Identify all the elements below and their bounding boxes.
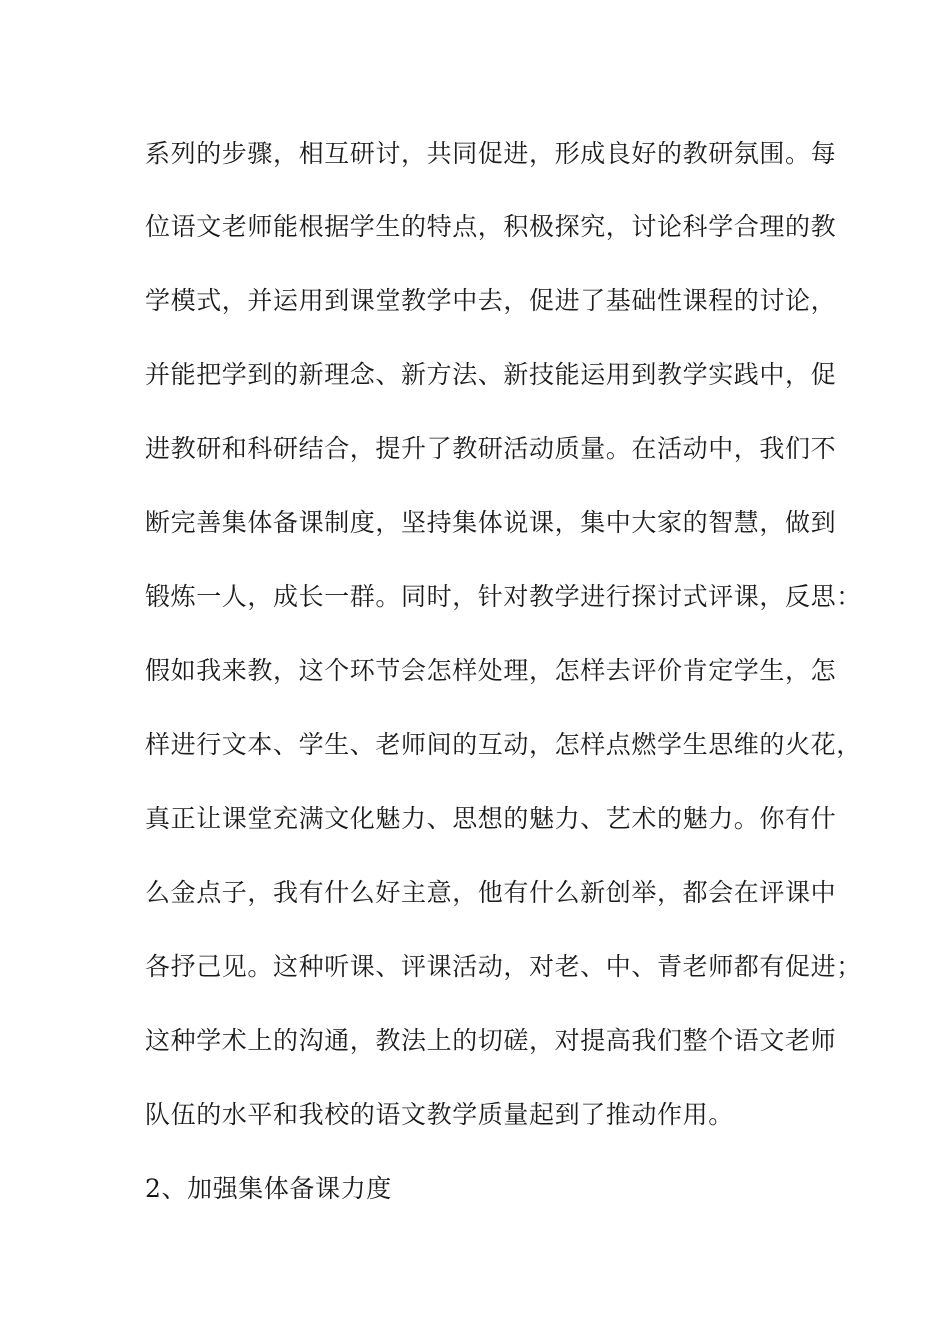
paragraph-line: 进教研和科研结合，提升了教研活动质量。在活动中，我们不	[145, 434, 837, 463]
paragraph-line: 真正让课堂充满文化魅力、思想的魅力、艺术的魅力。你有什	[145, 804, 837, 833]
paragraph-line: 断完善集体备课制度，坚持集体说课，集中大家的智慧，做到	[145, 508, 837, 537]
paragraph-line: 假如我来教，这个环节会怎样处理，怎样去评价肯定学生，怎	[145, 656, 837, 685]
paragraph-line: 位语文老师能根据学生的特点，积极探究，讨论科学合理的教	[145, 212, 837, 241]
paragraph-line: 队伍的水平和我校的语文教学质量起到了推动作用。	[145, 1100, 734, 1129]
paragraph-line: 并能把学到的新理念、新方法、新技能运用到教学实践中，促	[145, 360, 837, 389]
paragraph-line: 样进行文本、学生、老师间的互动，怎样点燃学生思维的火花，	[145, 730, 862, 759]
paragraph-line: 这种学术上的沟通，教法上的切磋，对提高我们整个语文老师	[145, 1026, 837, 1055]
paragraph-line: 系列的步骤，相互研讨，共同促进，形成良好的教研氛围。每	[145, 139, 837, 168]
paragraph-line: 各抒己见。这种听课、评课活动，对老、中、青老师都有促进；	[145, 952, 862, 981]
paragraph-line: 锻炼一人，成长一群。同时，针对教学进行探讨式评课，反思：	[145, 582, 862, 611]
paragraph-line: 学模式，并运用到课堂教学中去，促进了基础性课程的讨论，	[145, 286, 837, 315]
paragraph-line: 么金点子，我有什么好主意，他有什么新创举，都会在评课中	[145, 878, 837, 907]
section-heading: 2、加强集体备课力度	[145, 1174, 392, 1203]
